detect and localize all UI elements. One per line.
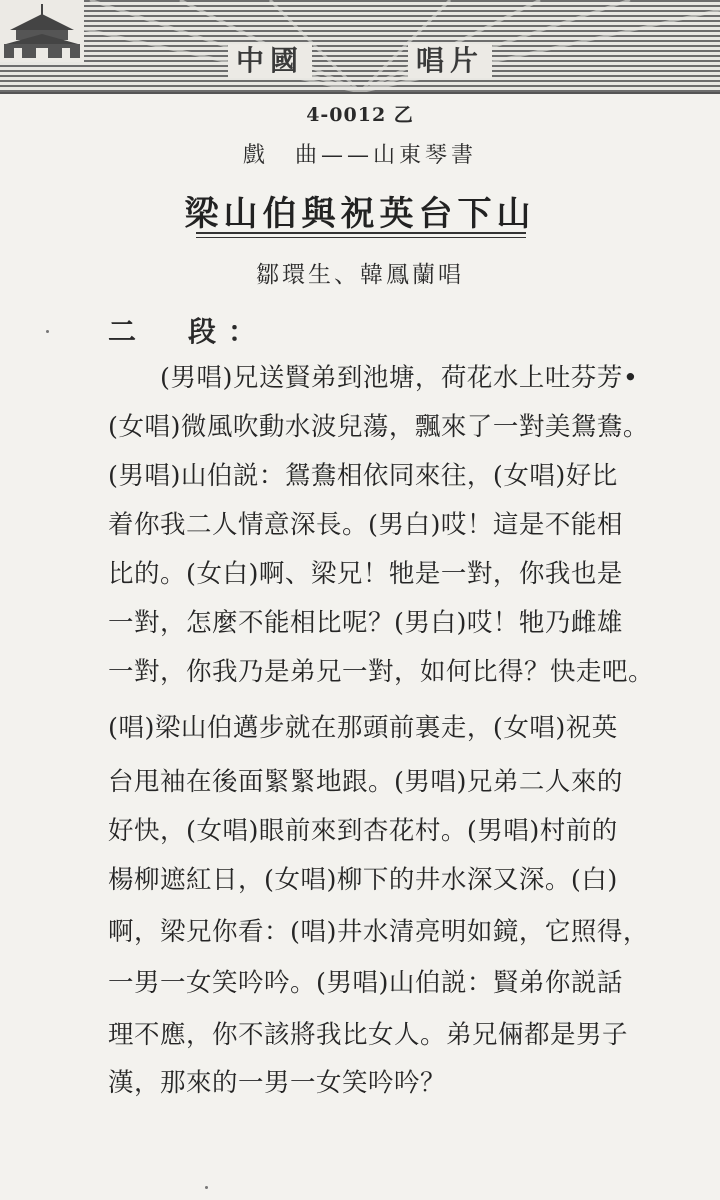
lyric-line: 一男一女笑吟吟。(男唱)山伯説：賢弟你説話 — [108, 968, 623, 998]
paper-speck — [46, 330, 49, 333]
lyric-line: (男唱)兄送賢弟到池塘，荷花水上吐芬芳• — [108, 363, 639, 393]
genre-line: 戲 曲——山東琴書 — [242, 143, 477, 168]
lyric-line: (女唱)微風吹動水波兒蕩，飄來了一對美鴛鴦。 — [108, 412, 649, 442]
lyric-line: 台甩袖在後面緊緊地跟。(男唱)兄弟二人來的 — [108, 767, 623, 797]
title-underline-thin — [196, 237, 526, 238]
section-heading: 二 段： — [108, 315, 269, 348]
header-band — [0, 0, 720, 94]
lyric-line: 理不應，你不該將我比女人。弟兄倆都是男子 — [108, 1020, 629, 1050]
lyric-line: 漢，那來的一男一女笑吟吟？ — [108, 1068, 447, 1098]
paper-speck — [205, 1186, 208, 1189]
lyric-line: 着你我二人情意深長。(男白)哎！這是不能相 — [108, 510, 623, 540]
tiananmen-gate-icon — [0, 0, 84, 62]
lyric-line: 楊柳遮紅日，(女唱)柳下的井水深又深。(白) — [108, 865, 618, 895]
lyric-line: 好快，(女唱)眼前來到杏花村。(男唱)村前的 — [108, 816, 618, 846]
catalog-number: 4-0012 乙 — [306, 104, 414, 126]
lyric-line: (男唱)山伯説：鴛鴦相依同來往，(女唱)好比 — [108, 461, 618, 491]
brand-china: 中國 — [228, 44, 312, 78]
lyric-line: 啊，梁兄你看：(唱)井水清亮明如鏡，它照得， — [108, 917, 649, 947]
song-title: 梁山伯與祝英台下山 — [184, 194, 536, 234]
lyric-line: 一對，你我乃是弟兄一對，如何比得？快走吧。 — [108, 657, 655, 687]
title-underline — [196, 232, 526, 234]
lyric-line: 比的。(女白)啊、梁兄！牠是一對，你我也是 — [108, 559, 623, 589]
performers-credit: 鄒環生、韓鳳蘭唱 — [256, 262, 464, 288]
lyric-line: (唱)梁山伯邁步就在那頭前裏走，(女唱)祝英 — [108, 713, 618, 743]
sunburst-rays — [0, 0, 720, 92]
brand-records: 唱片 — [408, 44, 492, 78]
lyric-line: 一對，怎麼不能相比呢？(男白)哎！牠乃雌雄 — [108, 608, 623, 638]
